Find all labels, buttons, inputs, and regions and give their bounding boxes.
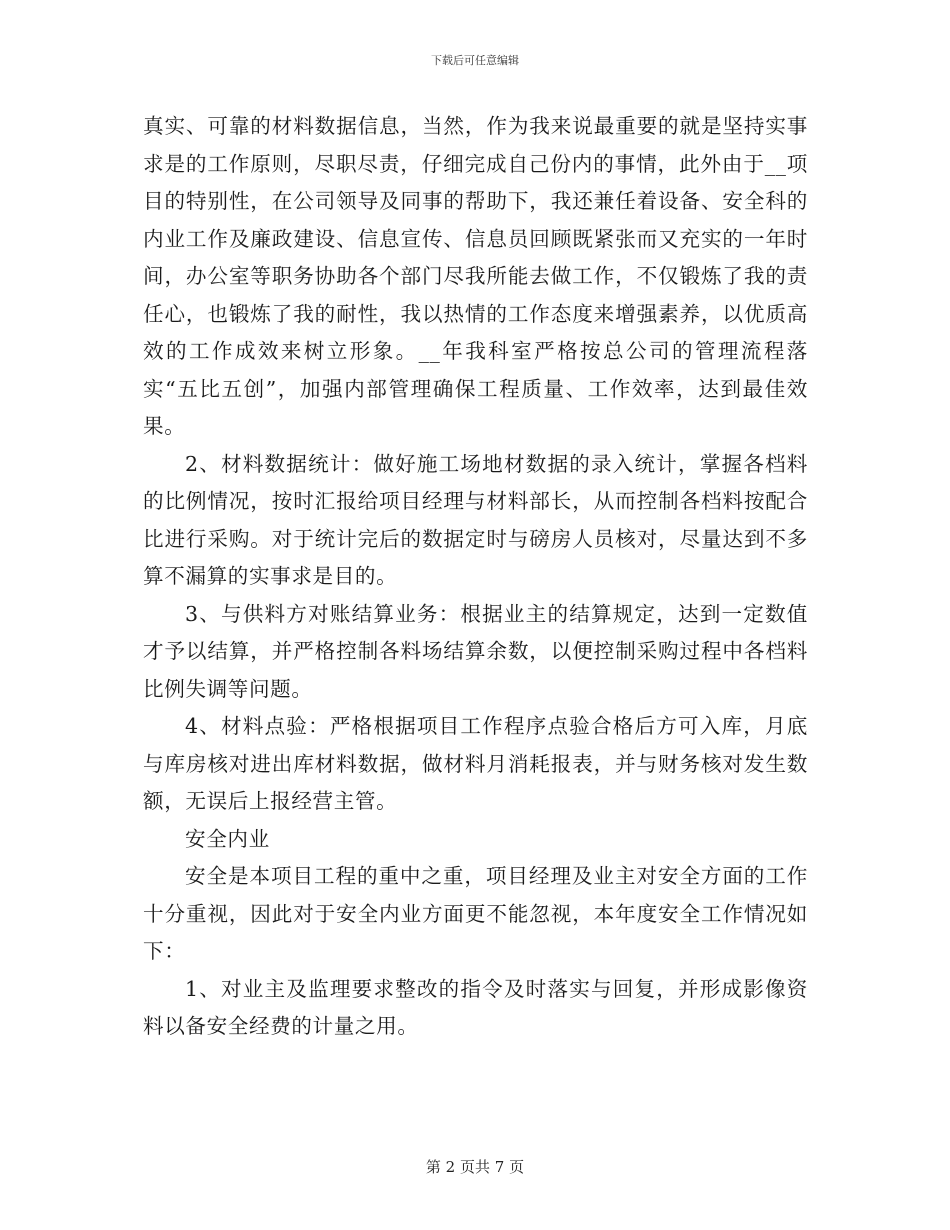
section-heading-safety: 安全内业	[185, 826, 270, 851]
paragraph-safety-intro: 安全是本项目工程的重中之重，项目经理及业主对安全方面的工作十分重视，因此对于安全内业方面更不能忽视，本年度安全工作情况如下：	[143, 864, 808, 963]
page-header-note: 下载后可任意编辑	[431, 54, 519, 67]
page-number: 第 2 页共 7 页	[425, 1158, 525, 1176]
paragraph-safety-item-1: 1、对业主及监理要求整改的指令及时落实与回复，并形成影像资料以备安全经费的计量之用。	[143, 976, 808, 1038]
paragraph-continuation: 真实、可靠的材料数据信息，当然，作为我来说最重要的就是坚持实事求是的工作原则，尽职尽责，仔细完成自己份内的事情，此外由于__项目的特别性，在公司领导及同事的帮助下，我还兼任着设备、安全科的内业工作及廉政建设、信息宣传、信息员回顾既紧张而又充实的一年时间，办公室等职务协助各个部门尽我所能去做工作，不仅锻炼了我的责任心，也锻炼了我的耐性，我以热情的工作态度来增强素养，以优质高效的工作成效来树立形象。__年我科室严格按总公司的管理流程落实“五比五创”，加强内部管理确保工程质量、工作效率，达到最佳效果。	[143, 114, 808, 438]
paragraph-material-statistics: 2、材料数据统计：做好施工场地材数据的录入统计，掌握各档料的比例情况，按时汇报给项目经理与材料部长，从而控制各档料按配合比进行采购。对于统计完后的数据定时与磅房人员核对，尽量达到不多算不漏算的实事求是目的。	[143, 451, 808, 588]
paragraph-supplier-settlement: 3、与供料方对账结算业务：根据业主的结算规定，达到一定数值才予以结算，并严格控制各料场结算余数，以便控制采购过程中各档料比例失调等问题。	[143, 601, 808, 701]
document-body	[143, 108, 808, 1046]
paragraph-material-inspection: 4、材料点验：严格根据项目工作程序点验合格后方可入库，月底与库房核对进出库材料数据，做材料月消耗报表，并与财务核对发生数额，无误后上报经营主管。	[143, 714, 808, 813]
